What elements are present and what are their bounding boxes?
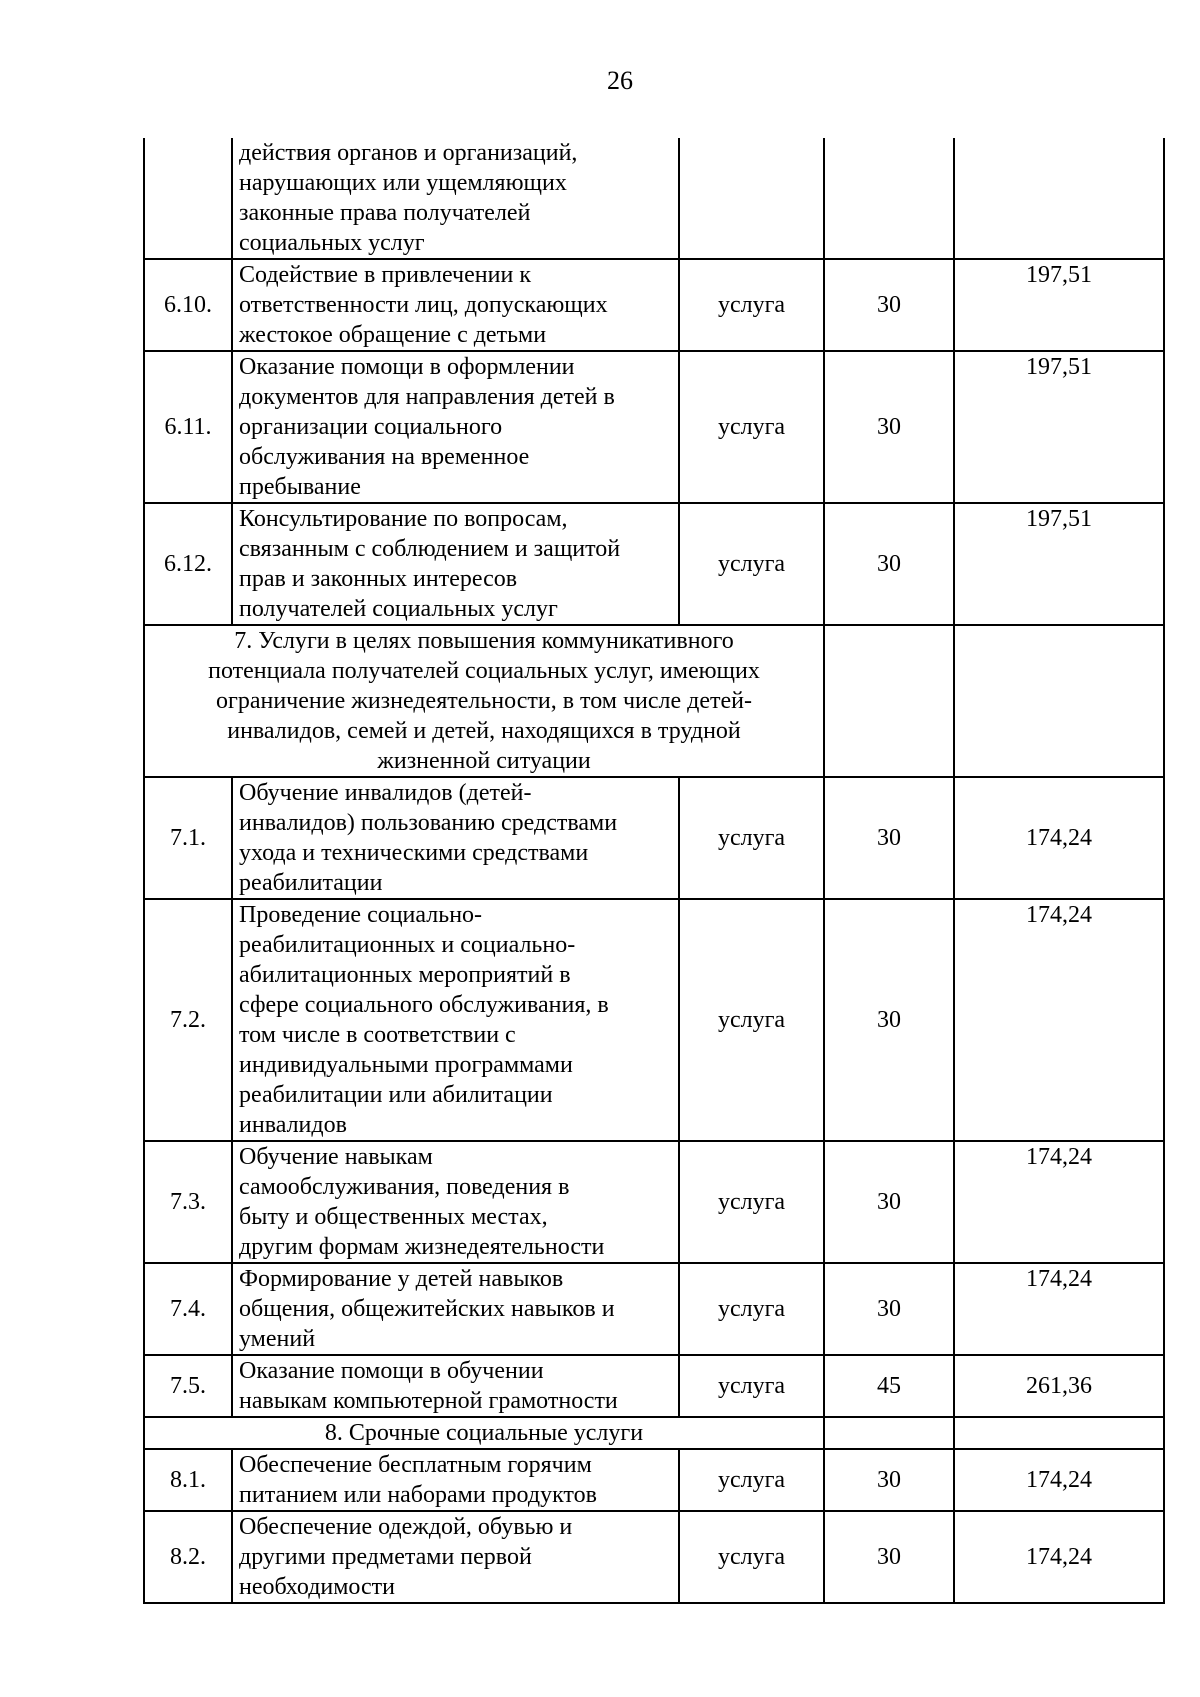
text-line: Обучение инвалидов (детей- — [239, 780, 532, 806]
service-name-cell — [232, 777, 679, 899]
text-line: Консультирование по вопросам, — [239, 506, 568, 532]
row-number-cell: 6.10. — [144, 259, 232, 351]
continuation-row — [144, 138, 1164, 259]
duration-cell: 30 — [824, 1449, 954, 1511]
price-cell: 174,24 — [954, 777, 1164, 899]
service-name-cell — [232, 1141, 679, 1263]
text-line: реабилитации — [239, 870, 383, 896]
text-line: быту и общественных местах, — [239, 1204, 548, 1230]
text-line: абилитационных мероприятий в — [239, 962, 571, 988]
table-row — [144, 259, 1164, 351]
duration-cell: 30 — [824, 503, 954, 625]
duration-cell: 30 — [824, 351, 954, 503]
service-name-cell — [232, 1511, 679, 1603]
row-number-cell: 8.2. — [144, 1511, 232, 1603]
row-number-cell: 7.3. — [144, 1141, 232, 1263]
duration-cell: 30 — [824, 259, 954, 351]
text-line: необходимости — [239, 1574, 396, 1600]
text-line: индивидуальными программами — [239, 1052, 573, 1078]
text-line: получателей социальных услуг — [239, 596, 558, 622]
text-line: жестокое обращение с детьми — [239, 322, 547, 348]
service-name-cell — [232, 1263, 679, 1355]
service-name-cell — [232, 899, 679, 1141]
text-line: пребывание — [239, 474, 361, 500]
empty-cell — [954, 625, 1164, 777]
row-number-cell — [144, 138, 232, 259]
text-line: жизненной ситуации — [377, 748, 591, 774]
text-line: Формирование у детей навыков — [239, 1266, 564, 1292]
duration-cell: 30 — [824, 1263, 954, 1355]
text-line: Содействие в привлечении к — [239, 262, 531, 288]
row-number-cell: 7.4. — [144, 1263, 232, 1355]
text-line: социальных услуг — [239, 230, 425, 256]
table-row — [144, 1141, 1164, 1263]
table-row — [144, 777, 1164, 899]
price-cell: 174,24 — [954, 899, 1164, 1141]
unit-cell: услуга — [679, 503, 824, 625]
table-row — [144, 1511, 1164, 1603]
empty-cell — [824, 625, 954, 777]
text-line: действия органов и организаций, — [239, 140, 578, 166]
text-line: ухода и техническими средствами — [239, 840, 589, 866]
tariff-table-body — [144, 138, 1164, 1603]
row-number-cell: 6.12. — [144, 503, 232, 625]
service-name-cell — [232, 138, 679, 259]
text-line: 8. Срочные социальные услуги — [324, 1420, 644, 1446]
price-cell: 197,51 — [954, 351, 1164, 503]
text-line: 7. Услуги в целях повышения коммуникативного — [234, 628, 734, 654]
text-line: общения, общежитейских навыков и — [239, 1296, 615, 1322]
table-row — [144, 1263, 1164, 1355]
text-line: законные права получателей — [239, 200, 531, 226]
unit-cell: услуга — [679, 1511, 824, 1603]
section-header-row — [144, 1417, 1164, 1449]
row-number-cell: 7.1. — [144, 777, 232, 899]
text-line: потенциала получателей социальных услуг, имеющих — [208, 658, 760, 684]
tariff-table — [143, 138, 1165, 1604]
table-row — [144, 899, 1164, 1141]
row-number-cell: 7.2. — [144, 899, 232, 1141]
unit-cell: услуга — [679, 1449, 824, 1511]
text-line: ответственности лиц, допускающих — [239, 292, 608, 318]
duration-cell: 30 — [824, 777, 954, 899]
service-name-cell — [232, 351, 679, 503]
price-cell: 197,51 — [954, 259, 1164, 351]
price-cell: 174,24 — [954, 1449, 1164, 1511]
unit-cell: услуга — [679, 899, 824, 1141]
text-line: Обеспечение бесплатным горячим — [239, 1452, 592, 1478]
page-number: 26 — [607, 66, 633, 95]
row-number-cell: 8.1. — [144, 1449, 232, 1511]
text-line: Обучение навыкам — [239, 1144, 433, 1170]
table-row — [144, 351, 1164, 503]
table-row — [144, 1449, 1164, 1511]
row-number-cell: 7.5. — [144, 1355, 232, 1417]
text-line: навыкам компьютерной грамотности — [239, 1388, 618, 1414]
text-line: Оказание помощи в обучении — [239, 1358, 544, 1384]
unit-cell: услуга — [679, 1263, 824, 1355]
text-line: реабилитации или абилитации — [239, 1082, 553, 1108]
section-title-cell — [144, 625, 824, 777]
text-line: документов для направления детей в — [239, 384, 615, 410]
text-line: инвалидов) пользованию средствами — [239, 810, 618, 836]
text-line: питанием или наборами продуктов — [239, 1482, 597, 1508]
text-line: нарушающих или ущемляющих — [239, 170, 567, 196]
price-cell: 197,51 — [954, 503, 1164, 625]
text-line: ограничение жизнедеятельности, в том числе детей- — [216, 688, 752, 714]
text-line: обслуживания на временное — [239, 444, 530, 470]
section-header-row — [144, 625, 1164, 777]
empty-cell — [824, 1417, 954, 1449]
unit-cell: услуга — [679, 1355, 824, 1417]
row-number-cell: 6.11. — [144, 351, 232, 503]
service-name-cell — [232, 1355, 679, 1417]
text-line: Обеспечение одеждой, обувью и — [239, 1514, 573, 1540]
unit-cell — [679, 138, 824, 259]
unit-cell: услуга — [679, 1141, 824, 1263]
text-line: другими предметами первой — [239, 1544, 532, 1570]
table-row — [144, 503, 1164, 625]
duration-cell: 30 — [824, 1141, 954, 1263]
duration-cell: 30 — [824, 1511, 954, 1603]
text-line: сфере социального обслуживания, в — [239, 992, 609, 1018]
duration-cell — [824, 138, 954, 259]
price-cell: 174,24 — [954, 1511, 1164, 1603]
duration-cell: 30 — [824, 899, 954, 1141]
text-line: другим формам жизнедеятельности — [239, 1234, 605, 1260]
text-line: Оказание помощи в оформлении — [239, 354, 575, 380]
price-cell: 174,24 — [954, 1263, 1164, 1355]
text-line: том числе в соответствии с — [239, 1022, 516, 1048]
price-cell — [954, 138, 1164, 259]
text-line: умений — [239, 1326, 316, 1352]
text-line: организации социального — [239, 414, 503, 440]
empty-cell — [954, 1417, 1164, 1449]
unit-cell: услуга — [679, 777, 824, 899]
price-cell: 174,24 — [954, 1141, 1164, 1263]
text-line: инвалидов, семей и детей, находящихся в трудной — [227, 718, 741, 744]
table-row — [144, 1355, 1164, 1417]
text-line: прав и законных интересов — [239, 566, 518, 592]
unit-cell: услуга — [679, 351, 824, 503]
service-name-cell — [232, 503, 679, 625]
service-name-cell — [232, 1449, 679, 1511]
price-cell: 261,36 — [954, 1355, 1164, 1417]
service-name-cell — [232, 259, 679, 351]
text-line: инвалидов — [239, 1112, 347, 1138]
text-line: реабилитационных и социально- — [239, 932, 576, 958]
text-line: связанным с соблюдением и защитой — [239, 536, 621, 562]
text-line: Проведение социально- — [239, 902, 483, 928]
duration-cell: 45 — [824, 1355, 954, 1417]
text-line: самообслуживания, поведения в — [239, 1174, 570, 1200]
section-title-cell — [144, 1417, 824, 1449]
unit-cell: услуга — [679, 259, 824, 351]
